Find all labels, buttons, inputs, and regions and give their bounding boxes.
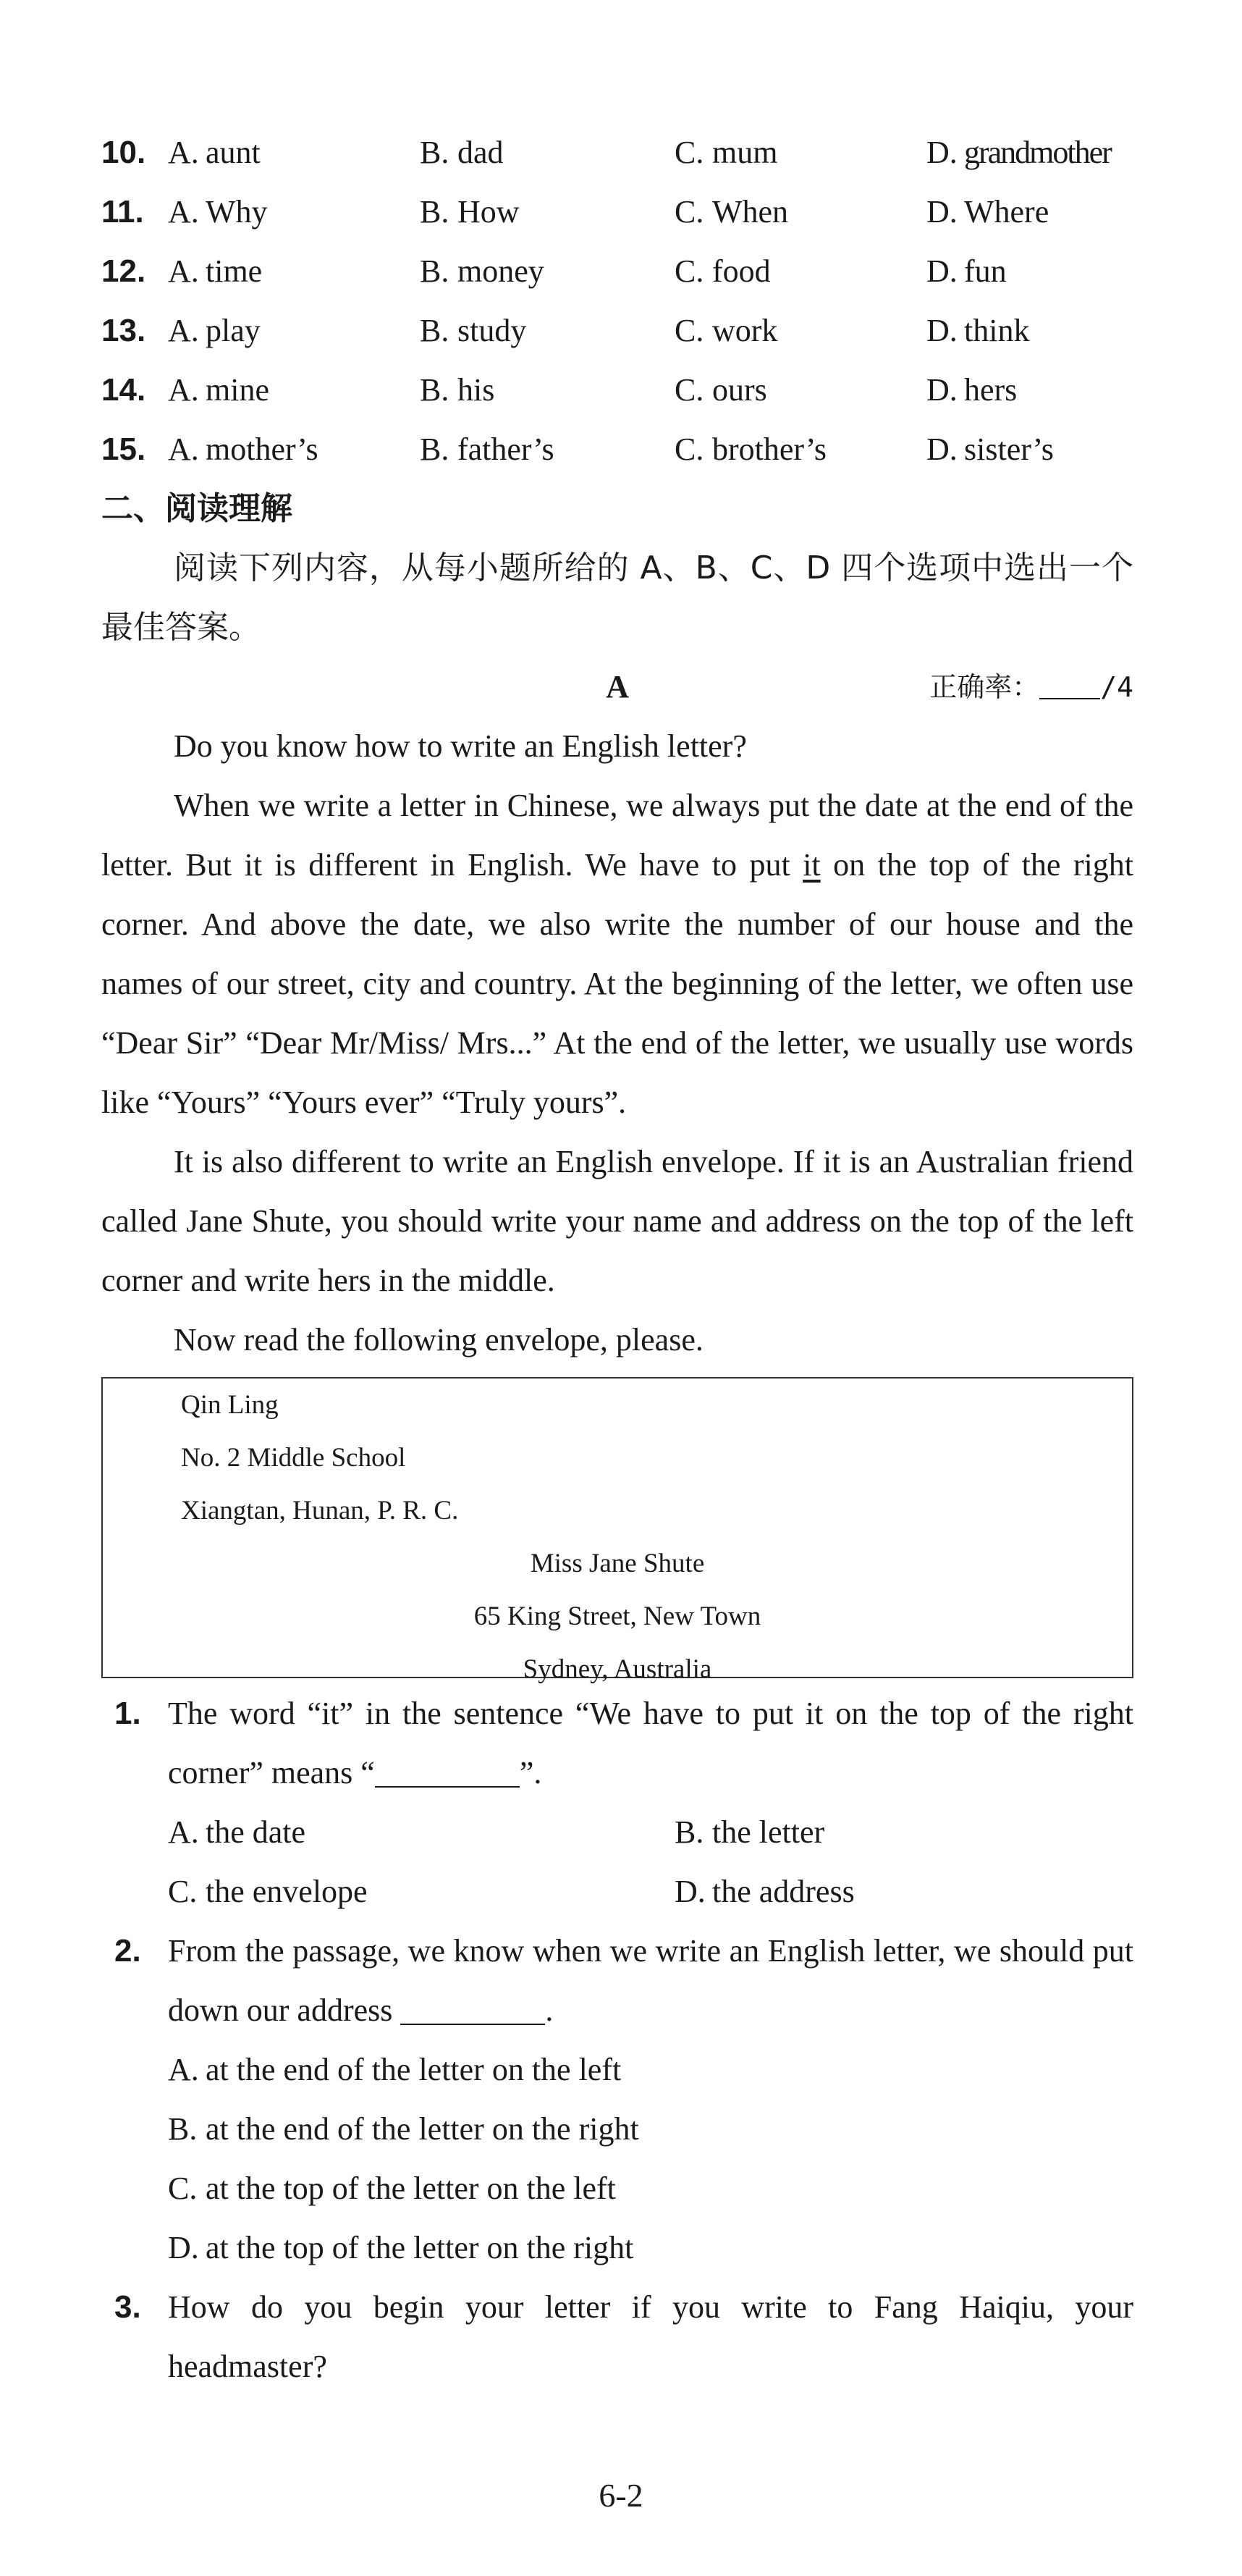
- section-instructions: 阅读下列内容，从每小题所给的 A、B、C、D 四个选项中选出一个最佳答案。: [101, 550, 1133, 646]
- passage-label: A: [606, 669, 629, 704]
- choice-table: [101, 123, 1133, 479]
- choice-row-14: [101, 361, 1133, 420]
- option-b[interactable]: B. dad: [420, 135, 504, 170]
- recipient-city: Sydney, Australia: [523, 1654, 712, 1684]
- option-d[interactable]: D. the address: [675, 1874, 855, 1909]
- option-c[interactable]: C. brother’s: [675, 432, 827, 467]
- option-a[interactable]: A. at the end of the letter on the left: [168, 2052, 622, 2087]
- passage-paragraph-4: Now read the following envelope, please.: [174, 1322, 704, 1358]
- option-a[interactable]: A. time: [168, 253, 263, 289]
- question-number: 1.: [114, 1696, 141, 1731]
- option-b[interactable]: B. the letter: [675, 1814, 825, 1850]
- option-d[interactable]: D. Where: [926, 194, 1049, 230]
- question-number: 12.: [101, 253, 146, 289]
- answer-blank[interactable]: [375, 1756, 520, 1788]
- passage-paragraph-3: It is also different to write an English envelope. If it is an Australian friend called Jane Shute, you should write your name and address on the top of the left corner and write hers in the middle.: [101, 1144, 1133, 1298]
- passage-header: [101, 657, 1133, 717]
- question-1-options-row-1: [101, 1803, 1133, 1862]
- question-number: 10.: [101, 135, 146, 170]
- question-number: 3.: [114, 2289, 141, 2325]
- worksheet-page: [101, 123, 1133, 2396]
- option-d[interactable]: D. fun: [926, 253, 1007, 289]
- question-number: 11.: [101, 194, 144, 230]
- option-d[interactable]: D. sister’s: [926, 432, 1054, 467]
- choice-row-11: [101, 182, 1133, 242]
- envelope-recipient: [103, 1537, 1132, 1696]
- choice-row-15: [101, 420, 1133, 479]
- option-b[interactable]: B. his: [420, 372, 495, 408]
- option-a[interactable]: A. aunt: [168, 135, 261, 170]
- choice-row-10: [101, 123, 1133, 182]
- option-d[interactable]: D. hers: [926, 372, 1018, 408]
- option-c[interactable]: C. mum: [675, 135, 778, 170]
- recipient-name: Miss Jane Shute: [530, 1549, 705, 1578]
- recipient-street: 65 King Street, New Town: [473, 1601, 761, 1631]
- question-number: 15.: [101, 432, 146, 467]
- question-number: 14.: [101, 372, 146, 408]
- section-title: 二、阅读理解: [101, 490, 292, 527]
- option-b[interactable]: B. study: [420, 313, 527, 348]
- accuracy-score: 正确率： /4: [929, 671, 1133, 703]
- envelope-sender: [181, 1379, 458, 1537]
- option-a[interactable]: A. Why: [168, 194, 268, 230]
- option-d[interactable]: D. at the top of the letter on the right: [168, 2230, 634, 2265]
- envelope-box: [101, 1377, 1133, 1684]
- option-b[interactable]: B. father’s: [420, 432, 554, 467]
- option-a[interactable]: A. mother’s: [168, 432, 318, 467]
- sender-school: No. 2 Middle School: [181, 1443, 406, 1473]
- sender-city: Xiangtan, Hunan, P. R. C.: [181, 1496, 459, 1525]
- option-c[interactable]: C. ours: [675, 372, 767, 408]
- choice-row-12: [101, 242, 1133, 301]
- sender-name: Qin Ling: [181, 1390, 279, 1420]
- option-d[interactable]: D. think: [926, 313, 1030, 348]
- option-a[interactable]: A. the date: [168, 1814, 306, 1850]
- option-c[interactable]: C. work: [675, 313, 778, 348]
- option-c[interactable]: C. the envelope: [168, 1874, 368, 1909]
- option-b[interactable]: B. How: [420, 194, 520, 230]
- option-b[interactable]: B. money: [420, 253, 544, 289]
- option-c[interactable]: C. When: [675, 194, 789, 230]
- answer-blank[interactable]: [400, 1993, 545, 2025]
- underlined-word-it: it: [803, 847, 821, 883]
- passage-paragraph-2: When we write a letter in Chinese, we always put the date at the end of the letter. But it is different in English. We have to put it on the top of the right corner. And above the date, we also write the number of our house and the names of our street, city and country. At the beginning of the letter, we often use “Dear Sir” “Dear Mr/Miss/ Mrs...” At the end of the letter, we usually use words like “Yours” “Yours ever” “Truly yours”.: [101, 788, 1133, 1120]
- option-d[interactable]: D. grandmother: [926, 135, 1111, 170]
- question-number: 13.: [101, 313, 146, 348]
- passage-paragraph-1: Do you know how to write an English letter?: [174, 728, 747, 764]
- option-c[interactable]: C. at the top of the letter on the left: [168, 2171, 616, 2206]
- option-b[interactable]: B. at the end of the letter on the right: [168, 2111, 639, 2147]
- option-c[interactable]: C. food: [675, 253, 771, 289]
- page-number: 6-2: [599, 2477, 643, 2514]
- question-number: 2.: [114, 1933, 141, 1969]
- question-2: 2. From the passage, we know when we write an English letter, we should put down our address .: [101, 1922, 1133, 2040]
- question-3: 3. How do you begin your letter if you write to Fang Haiqiu, your headmaster?: [101, 2278, 1133, 2396]
- accuracy-blank[interactable]: [1039, 670, 1100, 699]
- option-a[interactable]: A. mine: [168, 372, 269, 408]
- option-a[interactable]: A. play: [168, 313, 261, 348]
- question-1: 1. The word “it” in the sentence “We have to put it on the top of the right corner” means “ ”.: [101, 1684, 1133, 1803]
- question-1-options-row-2: [101, 1862, 1133, 1922]
- choice-row-13: [101, 301, 1133, 361]
